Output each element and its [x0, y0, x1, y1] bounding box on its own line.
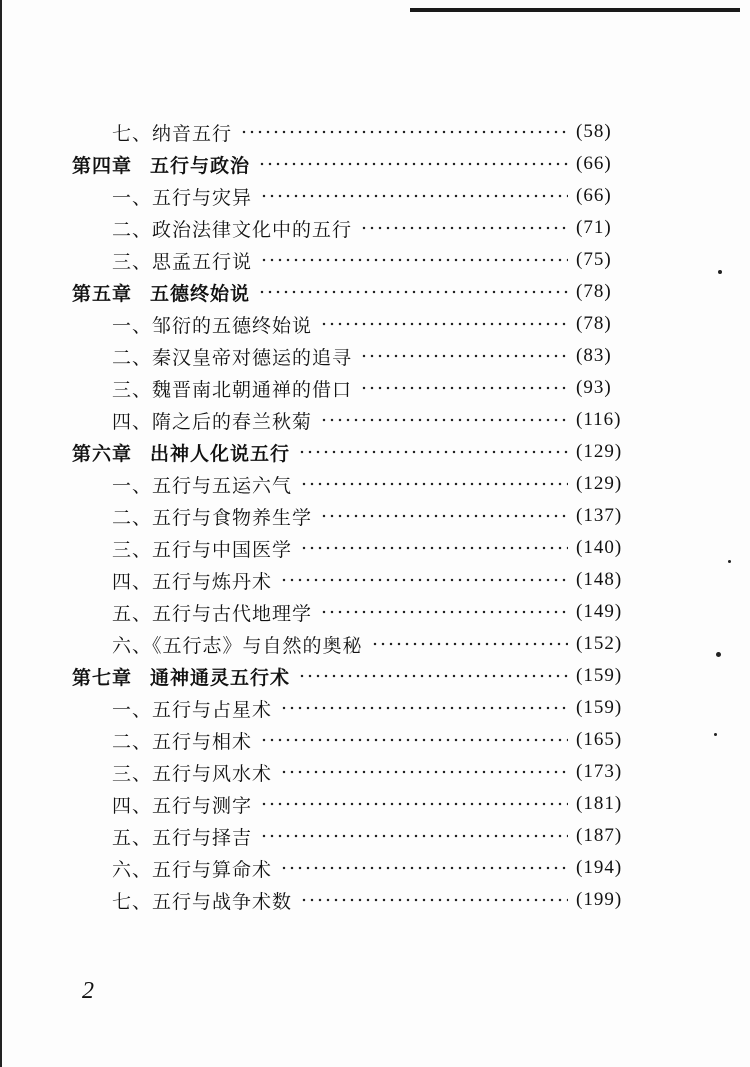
toc-section-title: 七、纳音五行 [112, 122, 233, 145]
scan-speck [718, 270, 722, 274]
toc-section-row [0, 596, 750, 628]
chapter-title: 五德终始说 [150, 282, 251, 305]
toc-section-row [0, 180, 750, 212]
page-reference: (149) [576, 601, 623, 622]
dot-leader [240, 129, 568, 135]
page-reference: (140) [576, 537, 623, 558]
page-reference: (165) [576, 729, 623, 750]
toc-section-row [0, 820, 750, 852]
toc-section-row [0, 308, 750, 340]
page-reference: (159) [576, 665, 623, 686]
dot-leader [300, 545, 568, 551]
chapter-title: 出神人化说五行 [150, 442, 291, 465]
page-reference: (148) [576, 569, 623, 590]
page-reference: (137) [576, 505, 623, 526]
page-reference: (173) [576, 761, 623, 782]
dot-leader [260, 801, 568, 807]
toc-section-title: 一、邹衍的五德终始说 [112, 314, 313, 337]
toc-section-title: 二、政治法律文化中的五行 [112, 218, 353, 241]
toc-section-row [0, 372, 750, 404]
page-reference: (129) [576, 473, 623, 494]
page-reference: (116) [576, 409, 622, 430]
dot-leader [320, 417, 568, 423]
toc-chapter-row [0, 148, 750, 180]
page-reference: (58) [576, 121, 612, 142]
toc-section-row [0, 724, 750, 756]
toc-section-title: 六、《五行志》与自然的奥秘 [112, 634, 363, 657]
toc-section-row [0, 116, 750, 148]
dot-leader [258, 161, 568, 167]
page-reference: (199) [576, 889, 623, 910]
toc-chapter-row [0, 660, 750, 692]
page-reference: (129) [576, 441, 623, 462]
page-reference: (66) [576, 153, 612, 174]
toc-section-row [0, 244, 750, 276]
dot-leader [260, 737, 568, 743]
dot-leader [371, 641, 568, 647]
toc-section-title: 五、五行与古代地理学 [112, 602, 313, 625]
toc-section-title: 三、五行与风水术 [112, 762, 273, 785]
chapter-number: 第四章 [72, 154, 133, 177]
toc-section-title: 三、五行与中国医学 [112, 538, 293, 561]
dot-leader [258, 289, 568, 295]
page-reference: (159) [576, 697, 623, 718]
toc-section-title: 一、五行与五运六气 [112, 474, 293, 497]
toc-chapter-label [72, 439, 290, 466]
dot-leader [300, 897, 568, 903]
toc-section-title: 七、五行与战争术数 [112, 890, 293, 913]
page-reference: (83) [576, 345, 612, 366]
toc-section-row [0, 340, 750, 372]
scan-speck [716, 652, 721, 657]
dot-leader [260, 257, 568, 263]
toc-section-row [0, 788, 750, 820]
chapter-title: 通神通灵五行术 [150, 666, 291, 689]
toc-chapter-label [72, 663, 290, 690]
toc-section-title: 二、五行与食物养生学 [112, 506, 313, 529]
toc-section-row [0, 564, 750, 596]
chapter-title: 五行与政治 [150, 154, 251, 177]
toc-section-title: 三、思孟五行说 [112, 250, 253, 273]
toc-section-title: 二、秦汉皇帝对德运的追寻 [112, 346, 353, 369]
dot-leader [360, 225, 568, 231]
toc-section-title: 四、隋之后的春兰秋菊 [112, 410, 313, 433]
page-reference: (187) [576, 825, 623, 846]
toc-section-title: 一、五行与灾异 [112, 186, 253, 209]
page-reference: (93) [576, 377, 612, 398]
dot-leader [260, 193, 568, 199]
chapter-number: 第七章 [72, 666, 133, 689]
dot-leader [280, 865, 568, 871]
toc-section-row [0, 852, 750, 884]
toc-section-row [0, 500, 750, 532]
dot-leader [298, 449, 568, 455]
dot-leader [280, 769, 568, 775]
toc-section-row [0, 884, 750, 916]
dot-leader [280, 705, 568, 711]
dot-leader [260, 833, 568, 839]
toc-section-title: 五、五行与择吉 [112, 826, 253, 849]
dot-leader [298, 673, 568, 679]
dot-leader [320, 609, 568, 615]
toc-section-row [0, 628, 750, 660]
dot-leader [280, 577, 568, 583]
dot-leader [320, 321, 568, 327]
page-reference: (194) [576, 857, 623, 878]
chapter-number: 第五章 [72, 282, 133, 305]
header-rule [410, 8, 740, 12]
dot-leader [360, 385, 568, 391]
scan-speck [728, 560, 731, 563]
table-of-contents [0, 116, 750, 916]
page-reference: (78) [576, 281, 612, 302]
toc-chapter-label [72, 151, 250, 178]
page-reference: (152) [576, 633, 623, 654]
toc-section-title: 六、五行与算命术 [112, 858, 273, 881]
toc-section-title: 三、魏晋南北朝通禅的借口 [112, 378, 353, 401]
toc-chapter-label [72, 279, 250, 306]
toc-section-row [0, 468, 750, 500]
toc-section-title: 一、五行与占星术 [112, 698, 273, 721]
page-reference: (71) [576, 217, 612, 238]
page-reference: (75) [576, 249, 612, 270]
toc-section-title: 二、五行与相术 [112, 730, 253, 753]
dot-leader [320, 513, 568, 519]
toc-section-row [0, 212, 750, 244]
toc-section-row [0, 692, 750, 724]
chapter-number: 第六章 [72, 442, 133, 465]
toc-section-title: 四、五行与炼丹术 [112, 570, 273, 593]
toc-section-row [0, 404, 750, 436]
page-reference: (66) [576, 185, 612, 206]
toc-section-row [0, 756, 750, 788]
toc-chapter-row [0, 436, 750, 468]
scan-speck [714, 733, 717, 736]
page-reference: (181) [576, 793, 623, 814]
dot-leader [360, 353, 568, 359]
dot-leader [300, 481, 568, 487]
page-number: 2 [82, 978, 94, 1004]
toc-section-row [0, 532, 750, 564]
toc-chapter-row [0, 276, 750, 308]
page-reference: (78) [576, 313, 612, 334]
toc-section-title: 四、五行与测字 [112, 794, 253, 817]
